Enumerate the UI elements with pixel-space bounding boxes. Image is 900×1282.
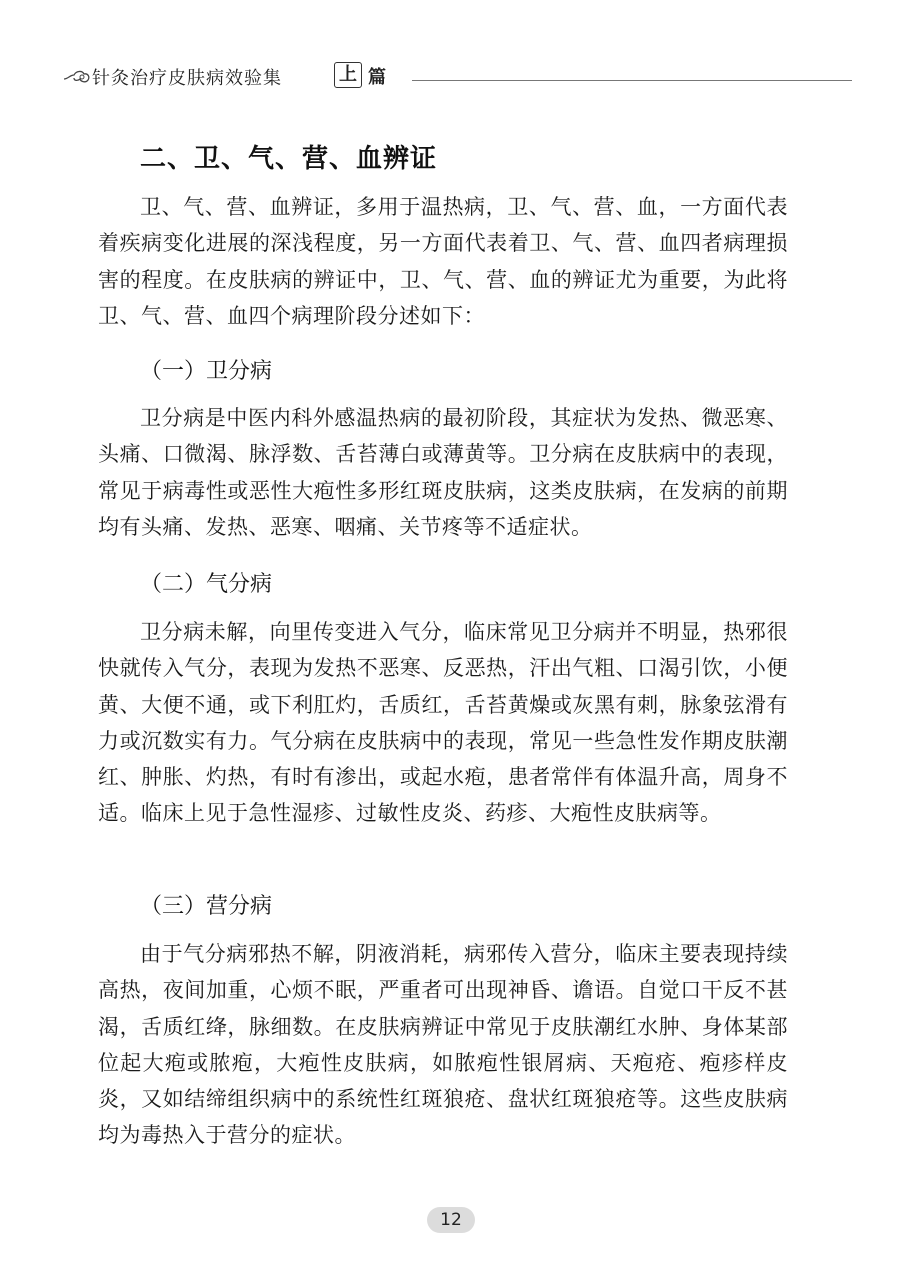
subsection-paragraph: 卫分病是中医内科外感温热病的最初阶段，其症状为发热、微恶寒、头痛、口微渴、脉浮数、舌苔薄白或薄黄等。卫分病在皮肤病中的表现，常见于病毒性或恶性大疱性多形红斑皮肤病，这类皮肤病，在发病的前期均有头痛、发热、恶寒、咽痛、关节疼等不适症状。 [98,406,788,539]
subsection-title: （三）营分病 [140,894,273,919]
intro-paragraph: 卫、气、营、血辨证，多用于温热病，卫、气、营、血，一方面代表着疾病变化进展的深浅程度，另一方面代表着卫、气、营、血四者病理损害的程度。在皮肤病的辨证中，卫、气、营、血的辨证尤为重要，为此将卫、气、营、血四个病理阶段分述如下： [98,195,788,328]
part-char: 篇 [368,67,386,88]
header-rule [412,80,852,81]
part-label [334,62,408,88]
subsection-title: （二）气分病 [140,572,273,597]
book-title: 针灸治疗皮肤病效验集 [92,68,282,89]
section-title: 二、卫、气、营、血辨证 [140,144,438,174]
part-char-box: 上 [334,62,362,88]
subsection-paragraph: 由于气分病邪热不解，阴液消耗，病邪传入营分，临床主要表现持续高热，夜间加重，心烦不眠，严重者可出现神昏、谵语。自觉口干反不甚渴，舌质红绛，脉细数。在皮肤病辨证中常见于皮肤潮红水肿、身体某部位起大疱或脓疱，大疱性皮肤病，如脓疱性银屑病、天疱疮、疱疹样皮炎，又如结缔组织病中的系统性红斑狼疮、盘状红斑狼疮等。这些皮肤病均为毒热入于营分的症状。 [98,942,788,1148]
running-header [62,62,852,92]
subsection-title: （一）卫分病 [140,359,273,384]
cloud-ornament-icon [62,66,92,86]
subsection-paragraph: 卫分病未解，向里传变进入气分，临床常见卫分病并不明显，热邪很快就传入气分，表现为发热不恶寒、反恶热，汗出气粗、口渴引饮，小便黄、大便不通，或下利肛灼，舌质红，舌苔黄燥或灰黑有刺，脉象弦滑有力或沉数实有力。气分病在皮肤病中的表现，常见一些急性发作期皮肤潮红、肿胀、灼热，有时有渗出，或起水疱，患者常伴有体温升高，周身不适。临床上见于急性湿疹、过敏性皮炎、药疹、大疱性皮肤病等。 [98,620,788,826]
page-number: 12 [427,1207,475,1233]
